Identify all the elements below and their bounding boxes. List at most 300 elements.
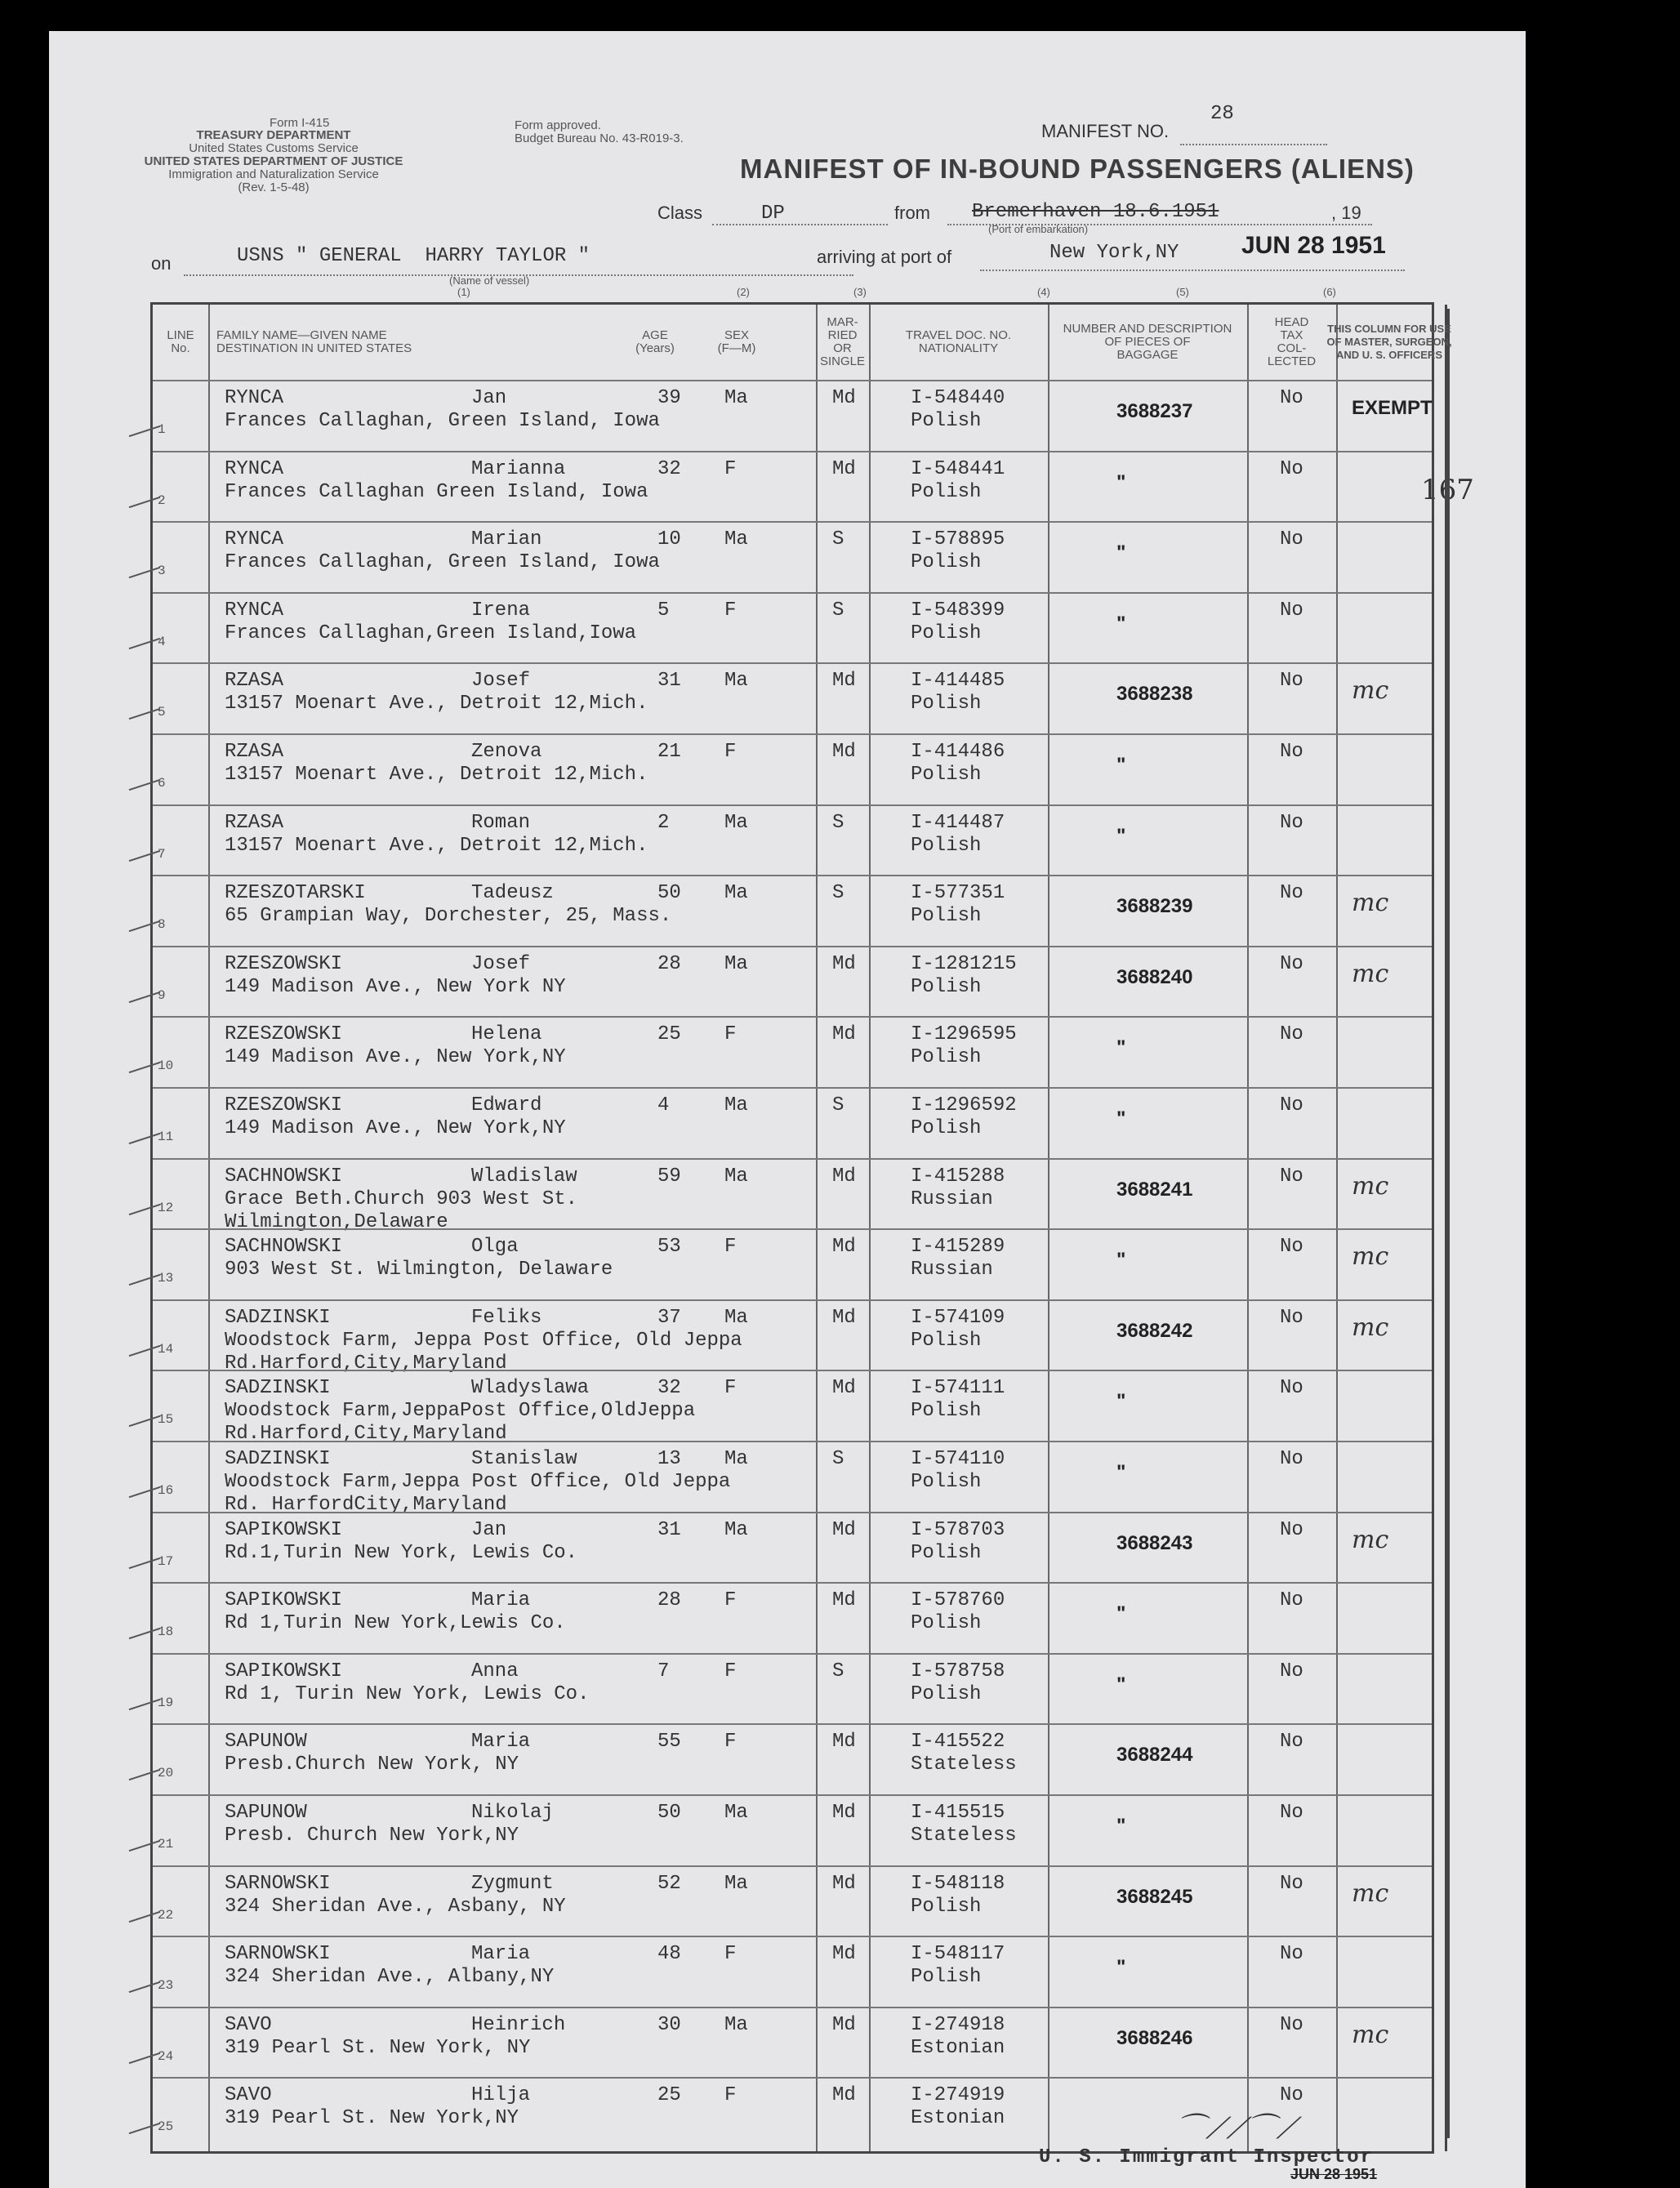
family-name: RYNCA	[225, 528, 284, 551]
travel-doc-no: I-415288	[911, 1165, 1005, 1188]
marital-status: S	[832, 1660, 844, 1682]
check-mark	[129, 1133, 161, 1144]
sex: Ma	[724, 952, 748, 975]
marital-status: Md	[832, 1023, 856, 1046]
port-value: New York,NY	[1049, 242, 1179, 264]
table-row	[153, 1936, 1432, 2008]
age: 25	[657, 1023, 681, 1046]
baggage: "	[1116, 1673, 1126, 1696]
family-name: SADZINSKI	[225, 1448, 331, 1470]
travel-doc-no: I-415289	[911, 1236, 1005, 1259]
nationality: Polish	[911, 975, 982, 998]
baggage: 3688241	[1116, 1178, 1193, 1201]
nationality: Estonian	[911, 2107, 1005, 2130]
approval-line: Budget Bureau No. 43-R019-3.	[515, 131, 684, 145]
nationality: Polish	[911, 1966, 982, 1989]
baggage: "	[1116, 1036, 1126, 1059]
line-number: 13	[158, 1271, 174, 1286]
sex: Ma	[724, 387, 748, 409]
travel-doc-no: I-1296592	[911, 1094, 1017, 1116]
travel-doc-no: I-574110	[911, 1448, 1005, 1470]
destination: Wilmington,Delaware	[225, 1210, 448, 1233]
form-id: Form I-415	[270, 116, 330, 130]
head-tax: No	[1280, 387, 1303, 409]
agency-line: (Rev. 1-5-48)	[238, 180, 310, 194]
agency-line: Immigration and Naturalization Service	[168, 167, 379, 181]
nationality: Polish	[911, 693, 982, 715]
table-row	[153, 1582, 1432, 1655]
destination: 149 Madison Ave., New York,NY	[225, 1117, 566, 1139]
nationality: Russian	[911, 1259, 993, 1281]
nationality: Polish	[911, 1117, 982, 1139]
head-tax: No	[1280, 670, 1303, 693]
line-number: 25	[158, 2119, 174, 2135]
destination: Woodstock Farm, Jeppa Post Office, Old Jeppa	[225, 1329, 742, 1352]
sex: Ma	[724, 1306, 748, 1329]
age: 52	[657, 1872, 681, 1895]
travel-doc-no: I-414486	[911, 741, 1005, 763]
line-number: 4	[158, 634, 166, 649]
baggage: "	[1116, 754, 1126, 776]
travel-doc-no: I-578703	[911, 1518, 1005, 1541]
nationality: Polish	[911, 410, 982, 432]
line-number: 10	[158, 1058, 174, 1074]
given-name: Jan	[471, 1518, 507, 1541]
marital-status: Md	[832, 1165, 856, 1188]
check-mark	[129, 567, 161, 578]
check-mark	[129, 1486, 161, 1498]
age: 5	[657, 599, 670, 622]
destination: 149 Madison Ave., New York NY	[225, 975, 566, 998]
inspector-title: U. S. Immigrant Inspector	[1039, 2146, 1375, 2168]
baggage: 3688237	[1116, 400, 1193, 422]
nationality: Polish	[911, 480, 982, 503]
from-label: from	[894, 203, 930, 223]
check-mark	[129, 1840, 161, 1852]
marital-status: Md	[832, 457, 856, 480]
family-name: RZASA	[225, 741, 284, 763]
age: 50	[657, 1802, 681, 1824]
head-tax: No	[1280, 528, 1303, 551]
colhead-line-no: LINE No.	[167, 328, 194, 355]
age: 13	[657, 1448, 681, 1470]
destination: Frances Callaghan, Green Island, Iowa	[225, 551, 660, 574]
sex: Ma	[724, 528, 748, 551]
head-tax: No	[1280, 1731, 1303, 1754]
nationality: Polish	[911, 622, 982, 644]
sex: Ma	[724, 2013, 748, 2036]
col-number: (2)	[737, 286, 750, 298]
head-tax: No	[1280, 1448, 1303, 1470]
nationality: Stateless	[911, 1825, 1017, 1847]
officer-note: mc	[1352, 1525, 1389, 1554]
table-row	[153, 1865, 1432, 1938]
line-number: 17	[158, 1553, 174, 1569]
travel-doc-no: I-548117	[911, 1943, 1005, 1966]
baggage: "	[1116, 1390, 1126, 1413]
class-label: Class	[657, 203, 703, 223]
head-tax: No	[1280, 2013, 1303, 2036]
family-name: SAPUNOW	[225, 1731, 307, 1754]
manifest-no-value: 28	[1210, 103, 1234, 125]
destination: Rd. HarfordCity,Maryland	[225, 1494, 507, 1516]
destination: Woodstock Farm,Jeppa Post Office, Old Jeppa	[225, 1471, 731, 1493]
check-mark	[129, 2123, 161, 2134]
age: 28	[657, 1589, 681, 1612]
given-name: Wladyslawa	[471, 1377, 590, 1400]
head-tax: No	[1280, 1943, 1303, 1966]
agency-line: TREASURY DEPARTMENT	[196, 128, 351, 142]
head-tax: No	[1280, 1094, 1303, 1116]
destination: Rd 1, Turin New York, Lewis Co.	[225, 1682, 590, 1705]
given-name: Josef	[471, 952, 531, 975]
baggage: 3688238	[1116, 683, 1193, 706]
line-number: 16	[158, 1483, 174, 1498]
manifest-page	[49, 31, 1526, 2188]
travel-doc-no: I-414487	[911, 811, 1005, 834]
travel-doc-no: I-548118	[911, 1872, 1005, 1895]
year-label: , 19	[1331, 203, 1361, 223]
given-name: Maria	[471, 1589, 531, 1612]
given-name: Zygmunt	[471, 1872, 554, 1895]
line-number: 5	[158, 705, 166, 720]
line-number: 2	[158, 492, 166, 508]
nationality: Russian	[911, 1188, 993, 1210]
baggage: "	[1116, 612, 1126, 635]
head-tax: No	[1280, 1377, 1303, 1400]
nationality: Polish	[911, 764, 982, 786]
family-name: RZASA	[225, 811, 284, 834]
sex: F	[724, 457, 737, 480]
family-name: RZESZOWSKI	[225, 1023, 343, 1046]
head-tax: No	[1280, 1306, 1303, 1329]
table-row	[153, 946, 1432, 1018]
age: 25	[657, 2084, 681, 2107]
age: 50	[657, 882, 681, 905]
family-name: SAPIKOWSKI	[225, 1518, 343, 1541]
sex: F	[724, 1660, 737, 1682]
col-number: (1)	[457, 286, 470, 298]
destination: 65 Grampian Way, Dorchester, 25, Mass.	[225, 905, 672, 928]
given-name: Tadeusz	[471, 882, 554, 905]
check-mark	[129, 1274, 161, 1286]
baggage: "	[1116, 1249, 1126, 1272]
sex: Ma	[724, 882, 748, 905]
family-name: SADZINSKI	[225, 1306, 331, 1329]
line-number: 11	[158, 1130, 174, 1144]
line-number: 14	[158, 1341, 174, 1357]
marital-status: Md	[832, 1731, 856, 1754]
travel-doc-no: I-577351	[911, 882, 1005, 905]
line-number: 12	[158, 1200, 174, 1215]
manifest-no-label: MANIFEST NO.	[1041, 121, 1170, 141]
destination: Presb.Church New York, NY	[225, 1754, 519, 1776]
approval-line: Form approved.	[515, 118, 601, 132]
marital-status: Md	[832, 2013, 856, 2036]
table-row	[153, 451, 1432, 524]
head-tax: No	[1280, 1660, 1303, 1682]
travel-doc-no: I-574111	[911, 1377, 1005, 1400]
table-row	[153, 1441, 1432, 1516]
given-name: Anna	[471, 1660, 519, 1682]
line-number: 7	[158, 846, 166, 862]
destination: 13157 Moenart Ave., Detroit 12,Mich.	[225, 764, 648, 786]
travel-doc-no: I-274918	[911, 2013, 1005, 2036]
travel-doc-no: I-274919	[911, 2084, 1005, 2107]
colhead-travel: TRAVEL DOC. NO. NATIONALITY	[905, 328, 1012, 355]
inspector-date-stamp: JUN 28 1951	[1290, 2166, 1378, 2182]
age: 39	[657, 387, 681, 409]
marital-status: S	[832, 882, 844, 905]
nationality: Estonian	[911, 2036, 1005, 2059]
family-name: SARNOWSKI	[225, 1943, 331, 1966]
nationality: Polish	[911, 1895, 982, 1918]
age: 53	[657, 1236, 681, 1259]
marital-status: Md	[832, 1306, 856, 1329]
travel-doc-no: I-414485	[911, 670, 1005, 693]
head-tax: No	[1280, 1589, 1303, 1612]
head-tax: No	[1280, 741, 1303, 763]
check-mark	[129, 1981, 161, 1993]
sex: F	[724, 1236, 737, 1259]
baggage: 3688240	[1116, 965, 1193, 988]
officer-note: mc	[1352, 959, 1389, 988]
line-number: 3	[158, 564, 166, 579]
check-mark	[129, 1910, 161, 1922]
baggage: "	[1116, 1461, 1126, 1483]
check-mark	[129, 779, 161, 791]
check-mark	[129, 992, 161, 1003]
destination: Frances Callaghan, Green Island, Iowa	[225, 410, 660, 432]
sex: F	[724, 1731, 737, 1754]
destination: Frances Callaghan Green Island, Iowa	[225, 480, 648, 503]
marital-status: Md	[832, 1802, 856, 1824]
given-name: Helena	[471, 1023, 542, 1046]
given-name: Josef	[471, 670, 531, 693]
nationality: Polish	[911, 1682, 982, 1705]
travel-doc-no: I-1281215	[911, 952, 1017, 975]
nationality: Stateless	[911, 1754, 1017, 1776]
head-tax: No	[1280, 457, 1303, 480]
arrival-date-stamp: JUN 28 1951	[1241, 232, 1386, 259]
colhead-officers: THIS COLUMN FOR USE OF MASTER, SURGEON, AND U. S. OFFICERS	[1326, 323, 1452, 361]
officer-note: mc	[1352, 1878, 1389, 1908]
destination: 324 Sheridan Ave., Asbany, NY	[225, 1895, 566, 1918]
destination: Rd.Harford,City,Maryland	[225, 1423, 507, 1446]
age: 48	[657, 1943, 681, 1966]
nationality: Polish	[911, 1329, 982, 1352]
head-tax: No	[1280, 1802, 1303, 1824]
family-name: RZESZOTARSKI	[225, 882, 366, 905]
destination: 903 West St. Wilmington, Delaware	[225, 1259, 613, 1281]
head-tax: No	[1280, 1165, 1303, 1188]
given-name: Jan	[471, 387, 507, 409]
check-mark	[129, 1769, 161, 1780]
page-title: MANIFEST OF IN-BOUND PASSENGERS (ALIENS)	[740, 154, 1415, 184]
colhead-age: AGE (Years)	[635, 328, 675, 355]
sex: F	[724, 2084, 737, 2107]
head-tax: No	[1280, 2084, 1303, 2107]
inspector-signature: ⌒⟋⟋⌒⟋	[1176, 2112, 1297, 2146]
travel-doc-no: I-548399	[911, 599, 1005, 622]
marital-status: Md	[832, 2084, 856, 2107]
check-mark	[129, 1062, 161, 1073]
age: 55	[657, 1731, 681, 1754]
travel-doc-no: I-1296595	[911, 1023, 1017, 1046]
head-tax: No	[1280, 1872, 1303, 1895]
officer-note: mc	[1352, 889, 1389, 918]
sex: Ma	[724, 1165, 748, 1188]
baggage: "	[1116, 1107, 1126, 1130]
line-number: 20	[158, 1766, 174, 1781]
nationality: Polish	[911, 1471, 982, 1493]
agency-line: United States Customs Service	[189, 141, 359, 155]
baggage: 3688242	[1116, 1319, 1193, 1342]
baggage: "	[1116, 470, 1126, 493]
family-name: SACHNOWSKI	[225, 1236, 343, 1259]
check-mark	[129, 708, 161, 720]
agency-line: UNITED STATES DEPARTMENT OF JUSTICE	[144, 154, 403, 168]
col-number: (5)	[1176, 286, 1189, 298]
baggage: "	[1116, 1602, 1126, 1625]
marital-status: Md	[832, 1236, 856, 1259]
family-name: SARNOWSKI	[225, 1872, 331, 1895]
line-number: 19	[158, 1695, 174, 1710]
page-number: 167	[1421, 474, 1474, 506]
age: 32	[657, 1377, 681, 1400]
col-number: (6)	[1323, 286, 1336, 298]
nationality: Polish	[911, 1541, 982, 1564]
check-mark	[129, 426, 161, 437]
table-row	[153, 1158, 1432, 1231]
age: 7	[657, 1660, 670, 1682]
age: 30	[657, 2013, 681, 2036]
from-value: Bremerhaven 18.6.1951	[972, 201, 1219, 223]
sex: Ma	[724, 1518, 748, 1541]
given-name: Zenova	[471, 741, 542, 763]
table-row	[153, 733, 1432, 806]
age: 32	[657, 457, 681, 480]
check-mark	[129, 1557, 161, 1568]
table-row	[153, 1512, 1432, 1584]
check-mark	[129, 1415, 161, 1427]
line-number: 15	[158, 1412, 174, 1428]
check-mark	[129, 1699, 161, 1710]
officer-note: EXEMPT	[1352, 397, 1433, 419]
line-number: 18	[158, 1624, 174, 1640]
marital-status: Md	[832, 670, 856, 693]
colhead-married: MAR- RIED OR SINGLE	[819, 315, 866, 368]
colhead-sex: SEX (F—M)	[717, 328, 756, 355]
sex: F	[724, 1589, 737, 1612]
baggage: 3688243	[1116, 1531, 1193, 1554]
table-row	[153, 1794, 1432, 1867]
family-name: RZESZOWSKI	[225, 1094, 343, 1116]
baggage: "	[1116, 541, 1126, 564]
sex: F	[724, 1377, 737, 1400]
officer-note: mc	[1352, 1171, 1389, 1201]
sex: Ma	[724, 670, 748, 693]
destination: 319 Pearl St. New York,NY	[225, 2107, 519, 2130]
approval-block	[515, 119, 684, 145]
table-row	[153, 1653, 1432, 1726]
destination: Frances Callaghan,Green Island,Iowa	[225, 622, 637, 644]
table-row	[153, 1016, 1432, 1089]
age: 10	[657, 528, 681, 551]
table-row	[153, 2007, 1432, 2079]
given-name: Feliks	[471, 1306, 542, 1329]
table-row	[153, 1299, 1432, 1375]
sex: Ma	[724, 1448, 748, 1470]
given-name: Maria	[471, 1731, 531, 1754]
baggage: 3688245	[1116, 1885, 1193, 1908]
sex: Ma	[724, 1094, 748, 1116]
vessel-caption: (Name of vessel)	[449, 274, 530, 287]
family-name: SACHNOWSKI	[225, 1165, 343, 1188]
given-name: Marianna	[471, 457, 566, 480]
line-number: 9	[158, 987, 166, 1003]
travel-doc-no: I-578758	[911, 1660, 1005, 1682]
sex: F	[724, 741, 737, 763]
table-row	[153, 1370, 1432, 1446]
destination: Woodstock Farm,JeppaPost Office,OldJeppa	[225, 1400, 696, 1423]
head-tax: No	[1280, 1518, 1303, 1541]
table-row	[153, 592, 1432, 665]
col-number: (4)	[1037, 286, 1050, 298]
head-tax: No	[1280, 952, 1303, 975]
family-name: RZASA	[225, 670, 284, 693]
baggage: "	[1116, 1815, 1126, 1837]
family-name: RZESZOWSKI	[225, 952, 343, 975]
given-name: Hilja	[471, 2084, 531, 2107]
check-mark	[129, 496, 161, 507]
given-name: Wladislaw	[471, 1165, 577, 1188]
on-label: on	[151, 253, 172, 274]
baggage: 3688244	[1116, 1744, 1193, 1767]
line-number: 6	[158, 776, 166, 791]
marital-status: Md	[832, 1589, 856, 1612]
given-name: Edward	[471, 1094, 542, 1116]
table-row	[153, 1228, 1432, 1301]
family-name: SAPIKOWSKI	[225, 1660, 343, 1682]
baggage: "	[1116, 1956, 1126, 1979]
family-name: RYNCA	[225, 599, 284, 622]
age: 28	[657, 952, 681, 975]
nationality: Polish	[911, 834, 982, 857]
head-tax: No	[1280, 1023, 1303, 1046]
col-number: (3)	[853, 286, 867, 298]
destination: 324 Sheridan Ave., Albany,NY	[225, 1966, 555, 1989]
destination: Grace Beth.Church 903 West St.	[225, 1188, 578, 1210]
given-name: Marian	[471, 528, 542, 551]
table-row	[153, 380, 1432, 452]
sex: Ma	[724, 1802, 748, 1824]
given-name: Nikolaj	[471, 1802, 554, 1824]
head-tax: No	[1280, 811, 1303, 834]
colhead-baggage: NUMBER AND DESCRIPTION OF PIECES OF BAGGAGE	[1063, 322, 1232, 362]
family-name: SAVO	[225, 2084, 272, 2107]
destination: Presb. Church New York,NY	[225, 1825, 519, 1847]
destination: 149 Madison Ave., New York,NY	[225, 1046, 566, 1069]
agency-block	[139, 129, 408, 194]
age: 37	[657, 1306, 681, 1329]
marital-status: S	[832, 528, 844, 551]
colhead-name: FAMILY NAME—GIVEN NAME DESTINATION IN UNITED STATES	[216, 328, 412, 355]
line-number: 8	[158, 917, 166, 933]
colhead-tax: HEAD TAX COL- LECTED	[1267, 315, 1317, 368]
destination: 319 Pearl St. New York, NY	[225, 2036, 531, 2059]
baggage: "	[1116, 824, 1126, 847]
